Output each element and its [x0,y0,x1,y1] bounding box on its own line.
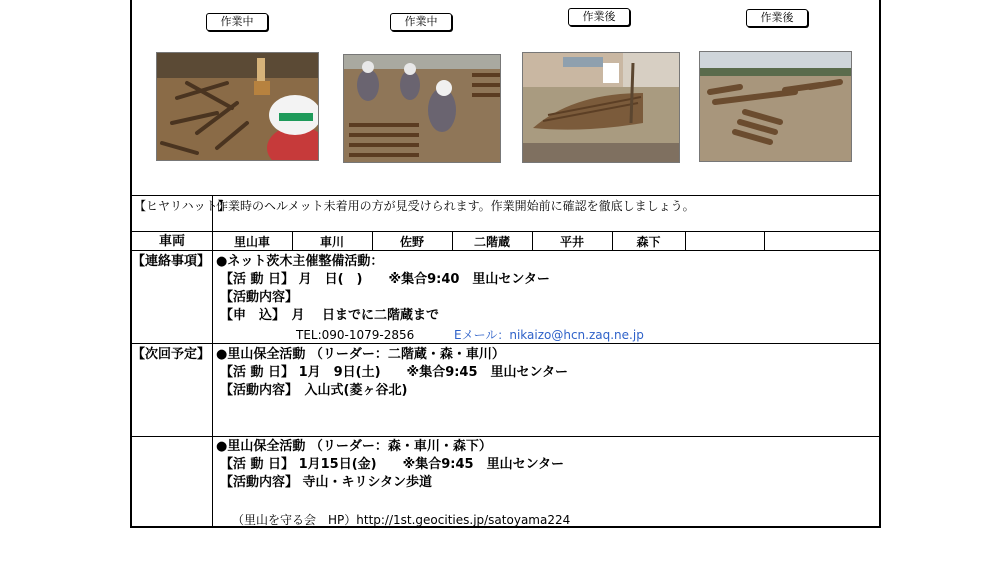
contact-label: 【連絡事項】 [132,254,211,269]
vehicle-name-4: 二階蔵 [473,235,510,249]
vehicle-name-7 [685,234,764,250]
newsletter-sheet [130,0,881,528]
hiyari-text: 作業時のヘルメット未着用の方が見受けられます。作業開始前に確認を徹底しましょう。 [216,199,695,213]
vehicle-name-3: 佐野 [399,235,424,249]
event1-title: ●里山保全活動 （リーダー：二階蔵・森・車川） [216,347,505,362]
hiyari-label: 【ヒヤリハット】 [134,199,230,213]
vehicle-name-8 [764,234,881,250]
photo-firewood-chopping [156,52,319,161]
vehicle-name-5: 平井 [559,235,584,249]
homepage-link[interactable]: （里山を守る会 HP）http://1st.geocities.jp/satoyama224 [232,513,571,527]
contact-email-link[interactable]: Eメール：nikaizo@hcn.zaq.ne.jp [454,328,644,342]
photo-caption-3: 作業後 [568,8,630,26]
vehicle-label: 車両 [158,234,185,249]
contact-tel: TEL:090-1079-2856 [296,328,415,342]
vehicle-name-1: 里山車 [233,235,270,249]
contact-title: ●ネット茨木主催整備活動： [216,254,384,269]
event2-date: 【活 動 日】 1月15日(金) ※集合9:45 里山センター [220,457,565,472]
photo-caption-1: 作業中 [206,13,268,31]
contact-apply: 【申 込】 月 日までに二階蔵まで [220,308,440,323]
event1-date: 【活 動 日】 1月 9日(土) ※集合9:45 里山センター [220,365,569,380]
photo-workers-stacking [343,54,501,163]
photo-woodpile-building [522,52,680,163]
contact-date: 【活 動 日】 月 日( ) ※集合9:40 里山センター [220,272,550,287]
event2-title: ●里山保全活動 （リーダー：森・車川・森下） [216,439,492,454]
vehicle-name-6: 森下 [636,235,661,249]
photo-woodpile-field [699,51,852,162]
vehicle-name-2: 車川 [319,235,344,249]
event2-content: 【活動内容】 寺山・キリシタン歩道 [220,475,433,490]
event1-content: 【活動内容】 入山式(菱ヶ谷北) [220,383,408,398]
next-label: 【次回予定】 [132,347,211,362]
photo-caption-2: 作業中 [390,13,452,31]
photo-caption-4: 作業後 [746,9,808,27]
contact-content: 【活動内容】 [220,290,299,305]
